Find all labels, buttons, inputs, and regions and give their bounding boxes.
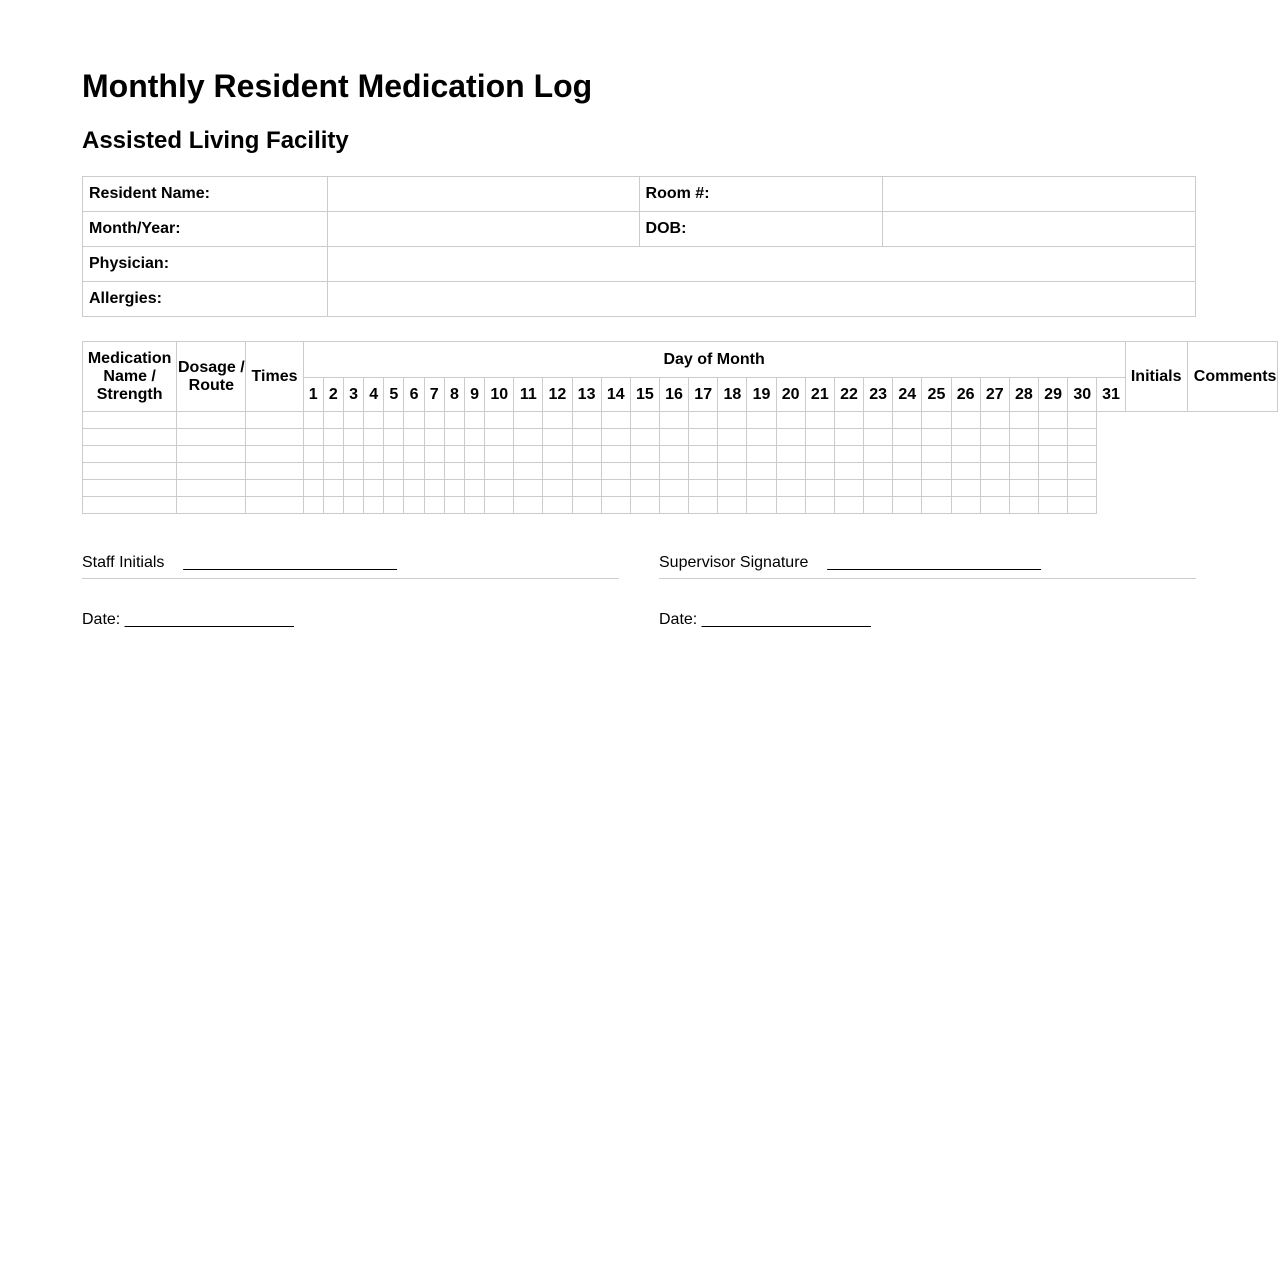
day-cell[interactable] [922,480,951,497]
day-cell[interactable] [893,429,922,446]
times-cell[interactable] [246,463,303,480]
day-cell[interactable] [572,412,601,429]
medication-row [83,446,1278,463]
day-cell[interactable] [1009,463,1038,480]
day-cell[interactable] [543,480,572,497]
staff-date-block [82,611,294,629]
day-cell[interactable] [464,429,484,446]
day-cell[interactable] [1039,463,1068,480]
day-cell[interactable] [444,497,464,514]
day-cell[interactable] [343,429,363,446]
day-cell[interactable] [805,429,834,446]
day-cell[interactable] [1039,497,1068,514]
day-cell[interactable] [1068,429,1097,446]
day-cell[interactable] [659,480,688,497]
day-cell[interactable] [404,412,424,429]
staff-initials-line[interactable]: ________________________ [183,554,397,571]
day-cell[interactable] [601,480,630,497]
day-cell[interactable] [893,480,922,497]
day-cell[interactable] [543,446,572,463]
day-cell[interactable] [980,463,1009,480]
day-cell[interactable] [543,412,572,429]
medication-cell[interactable] [83,412,177,429]
day-cell[interactable] [747,463,776,480]
day-cell[interactable] [384,497,404,514]
day-cell[interactable] [485,412,514,429]
day-cell[interactable] [864,480,893,497]
day-cell[interactable] [747,497,776,514]
allergies-field[interactable] [327,282,1195,317]
header-day-16: 16 [659,378,688,412]
medication-cell[interactable] [83,480,177,497]
medication-row [83,412,1278,429]
day-cell[interactable] [922,429,951,446]
day-cell[interactable] [1009,412,1038,429]
day-cell[interactable] [951,446,980,463]
medication-row [83,480,1278,497]
staff-date-label: Date: [82,611,121,628]
day-cell[interactable] [424,463,444,480]
day-cell[interactable] [659,497,688,514]
header-day-30: 30 [1068,378,1097,412]
day-cell[interactable] [601,497,630,514]
header-day-15: 15 [630,378,659,412]
day-cell[interactable] [1039,480,1068,497]
supervisor-date-block [659,611,871,629]
resident-name-field[interactable] [327,177,639,212]
day-cell[interactable] [893,497,922,514]
info-row [83,247,1196,282]
header-day-22: 22 [834,378,863,412]
header-day-31: 31 [1097,378,1125,412]
room-label: Room #: [639,177,883,212]
day-cell[interactable] [689,463,718,480]
day-cell[interactable] [323,412,343,429]
day-cell[interactable] [323,429,343,446]
day-cell[interactable] [922,412,951,429]
day-cell[interactable] [864,463,893,480]
divider [659,578,1196,579]
times-cell[interactable] [246,412,303,429]
empty-area [1097,497,1278,514]
day-cell[interactable] [747,412,776,429]
day-cell[interactable] [951,480,980,497]
day-cell[interactable] [776,480,805,497]
header-day-8: 8 [444,378,464,412]
day-cell[interactable] [893,446,922,463]
divider [82,578,619,579]
day-cell[interactable] [514,429,543,446]
day-cell[interactable] [1039,446,1068,463]
header-comments: Comments [1187,342,1277,412]
allergies-label: Allergies: [83,282,328,317]
info-row [83,282,1196,317]
day-cell[interactable] [776,412,805,429]
dosage-cell[interactable] [177,480,246,497]
day-cell[interactable] [404,480,424,497]
dosage-cell[interactable] [177,412,246,429]
page-title: Monthly Resident Medication Log [82,68,593,104]
header-day-27: 27 [980,378,1009,412]
info-row [83,212,1196,247]
header-day-1: 1 [303,378,323,412]
day-cell[interactable] [922,497,951,514]
day-cell[interactable] [601,446,630,463]
day-cell[interactable] [601,463,630,480]
day-cell[interactable] [718,463,747,480]
day-cell[interactable] [323,480,343,497]
day-cell[interactable] [384,480,404,497]
day-cell[interactable] [659,429,688,446]
day-cell[interactable] [424,497,444,514]
day-cell[interactable] [404,463,424,480]
day-cell[interactable] [659,412,688,429]
staff-initials-label: Staff Initials [82,554,165,571]
header-day-19: 19 [747,378,776,412]
day-cell[interactable] [404,446,424,463]
header-dosage: Dosage / Route [177,342,246,412]
header-day-23: 23 [864,378,893,412]
day-cell[interactable] [805,412,834,429]
day-cell[interactable] [444,463,464,480]
day-cell[interactable] [630,412,659,429]
times-cell[interactable] [246,480,303,497]
day-cell[interactable] [444,446,464,463]
day-cell[interactable] [1068,463,1097,480]
day-cell[interactable] [718,429,747,446]
header-day-14: 14 [601,378,630,412]
day-cell[interactable] [689,480,718,497]
day-cell[interactable] [1068,412,1097,429]
day-cell[interactable] [834,480,863,497]
header-day-29: 29 [1039,378,1068,412]
medication-table-container [82,341,1278,514]
day-cell[interactable] [980,480,1009,497]
empty-area [1097,463,1278,480]
day-cell[interactable] [1039,429,1068,446]
day-cell[interactable] [630,429,659,446]
day-cell[interactable] [1009,446,1038,463]
day-cell[interactable] [444,412,464,429]
day-cell[interactable] [951,429,980,446]
day-cell[interactable] [364,446,384,463]
day-cell[interactable] [864,429,893,446]
day-cell[interactable] [572,429,601,446]
day-cell[interactable] [718,412,747,429]
day-cell[interactable] [444,429,464,446]
info-row [83,177,1196,212]
day-cell[interactable] [805,446,834,463]
day-cell[interactable] [630,480,659,497]
day-cell[interactable] [572,446,601,463]
day-cell[interactable] [718,497,747,514]
day-cell[interactable] [951,412,980,429]
day-cell[interactable] [776,446,805,463]
header-day-3: 3 [343,378,363,412]
day-cell[interactable] [805,497,834,514]
day-cell[interactable] [776,497,805,514]
header-day-13: 13 [572,378,601,412]
day-cell[interactable] [343,446,363,463]
day-cell[interactable] [834,412,863,429]
day-cell[interactable] [922,463,951,480]
day-cell[interactable] [543,497,572,514]
header-day-25: 25 [922,378,951,412]
day-cell[interactable] [543,429,572,446]
day-cell[interactable] [689,446,718,463]
day-cell[interactable] [718,480,747,497]
day-cell[interactable] [485,446,514,463]
day-cell[interactable] [514,446,543,463]
resident-info-table [82,176,1196,317]
day-cell[interactable] [424,446,444,463]
medication-row [83,429,1278,446]
day-cell[interactable] [864,446,893,463]
medication-cell[interactable] [83,463,177,480]
header-day-4: 4 [364,378,384,412]
day-cell[interactable] [572,463,601,480]
day-cell[interactable] [980,429,1009,446]
times-cell[interactable] [246,429,303,446]
day-cell[interactable] [404,497,424,514]
physician-label: Physician: [83,247,328,282]
dosage-cell[interactable] [177,463,246,480]
day-cell[interactable] [424,480,444,497]
header-day-2: 2 [323,378,343,412]
day-cell[interactable] [834,497,863,514]
day-cell[interactable] [485,429,514,446]
day-cell[interactable] [893,463,922,480]
day-cell[interactable] [951,463,980,480]
day-cell[interactable] [689,429,718,446]
day-cell[interactable] [323,463,343,480]
day-cell[interactable] [1068,497,1097,514]
day-cell[interactable] [343,497,363,514]
page-subtitle: Assisted Living Facility [82,127,349,154]
header-day-7: 7 [424,378,444,412]
day-cell[interactable] [980,446,1009,463]
empty-area [1097,480,1278,497]
day-cell[interactable] [364,412,384,429]
day-cell[interactable] [404,429,424,446]
day-cell[interactable] [514,463,543,480]
day-cell[interactable] [630,446,659,463]
day-cell[interactable] [805,480,834,497]
day-cell[interactable] [834,446,863,463]
day-cell[interactable] [689,412,718,429]
day-cell[interactable] [951,497,980,514]
header-day-21: 21 [805,378,834,412]
day-cell[interactable] [718,446,747,463]
day-cell[interactable] [303,412,323,429]
header-day-20: 20 [776,378,805,412]
day-cell[interactable] [747,446,776,463]
day-cell[interactable] [384,446,404,463]
dob-field[interactable] [883,212,1196,247]
day-cell[interactable] [464,497,484,514]
day-cell[interactable] [424,412,444,429]
header-day-5: 5 [384,378,404,412]
header-day-of-month: Day of Month [303,342,1125,378]
times-cell[interactable] [246,497,303,514]
empty-area [1097,446,1278,463]
dosage-cell[interactable] [177,429,246,446]
day-cell[interactable] [303,446,323,463]
day-cell[interactable] [1009,480,1038,497]
day-cell[interactable] [364,429,384,446]
medication-cell[interactable] [83,497,177,514]
header-day-18: 18 [718,378,747,412]
medication-row [83,497,1278,514]
header-day-12: 12 [543,378,572,412]
day-cell[interactable] [601,412,630,429]
day-cell[interactable] [323,497,343,514]
dosage-cell[interactable] [177,497,246,514]
day-cell[interactable] [303,463,323,480]
header-day-28: 28 [1009,378,1038,412]
day-cell[interactable] [747,429,776,446]
day-cell[interactable] [323,446,343,463]
medication-table [82,341,1278,514]
day-cell[interactable] [864,497,893,514]
day-cell[interactable] [464,480,484,497]
header-day-17: 17 [689,378,718,412]
day-cell[interactable] [776,429,805,446]
header-day-9: 9 [464,378,484,412]
day-cell[interactable] [601,429,630,446]
day-cell[interactable] [424,429,444,446]
header-day-6: 6 [404,378,424,412]
dob-label: DOB: [639,212,883,247]
day-cell[interactable] [1068,480,1097,497]
header-day-10: 10 [485,378,514,412]
day-cell[interactable] [464,446,484,463]
month-year-field[interactable] [327,212,639,247]
resident-name-label: Resident Name: [83,177,328,212]
day-cell[interactable] [572,497,601,514]
room-field[interactable] [883,177,1196,212]
supervisor-signature-label: Supervisor Signature [659,554,809,571]
day-cell[interactable] [805,463,834,480]
supervisor-date-label: Date: [659,611,698,628]
header-day-24: 24 [893,378,922,412]
day-cell[interactable] [485,480,514,497]
day-cell[interactable] [1009,429,1038,446]
day-cell[interactable] [1009,497,1038,514]
day-cell[interactable] [384,429,404,446]
header-medication: Medication Name / Strength [83,342,177,412]
day-cell[interactable] [747,480,776,497]
dosage-cell[interactable] [177,446,246,463]
day-cell[interactable] [343,412,363,429]
day-cell[interactable] [630,497,659,514]
day-cell[interactable] [303,429,323,446]
supervisor-date-line[interactable]: ___________________ [701,611,871,628]
day-cell[interactable] [922,446,951,463]
day-cell[interactable] [384,412,404,429]
times-cell[interactable] [246,446,303,463]
day-cell[interactable] [980,497,1009,514]
month-year-label: Month/Year: [83,212,328,247]
day-cell[interactable] [514,412,543,429]
staff-date-line[interactable]: ___________________ [124,611,294,628]
day-cell[interactable] [834,463,863,480]
header-day-11: 11 [514,378,543,412]
header-initials: Initials [1125,342,1187,412]
day-cell[interactable] [689,497,718,514]
header-day-26: 26 [951,378,980,412]
day-cell[interactable] [1068,446,1097,463]
supervisor-signature-block [659,554,1041,572]
day-cell[interactable] [1039,412,1068,429]
day-cell[interactable] [364,463,384,480]
day-cell[interactable] [384,463,404,480]
day-cell[interactable] [464,463,484,480]
empty-area [1097,429,1278,446]
day-cell[interactable] [572,480,601,497]
day-cell[interactable] [864,412,893,429]
day-cell[interactable] [630,463,659,480]
physician-field[interactable] [327,247,1195,282]
day-cell[interactable] [543,463,572,480]
supervisor-signature-line[interactable]: ________________________ [827,554,1041,571]
day-cell[interactable] [893,412,922,429]
day-cell[interactable] [343,480,363,497]
day-cell[interactable] [364,480,384,497]
day-cell[interactable] [464,412,484,429]
day-cell[interactable] [980,412,1009,429]
day-cell[interactable] [659,446,688,463]
day-cell[interactable] [834,429,863,446]
day-cell[interactable] [659,463,688,480]
medication-cell[interactable] [83,446,177,463]
staff-initials-block [82,554,397,572]
day-cell[interactable] [444,480,464,497]
day-cell[interactable] [776,463,805,480]
day-cell[interactable] [303,497,323,514]
medication-row [83,463,1278,480]
empty-area [1097,412,1278,429]
day-cell[interactable] [514,480,543,497]
day-cell[interactable] [303,480,323,497]
medication-cell[interactable] [83,429,177,446]
day-cell[interactable] [364,497,384,514]
day-cell[interactable] [343,463,363,480]
day-cell[interactable] [485,497,514,514]
day-cell[interactable] [485,463,514,480]
header-times: Times [246,342,303,412]
day-cell[interactable] [514,497,543,514]
